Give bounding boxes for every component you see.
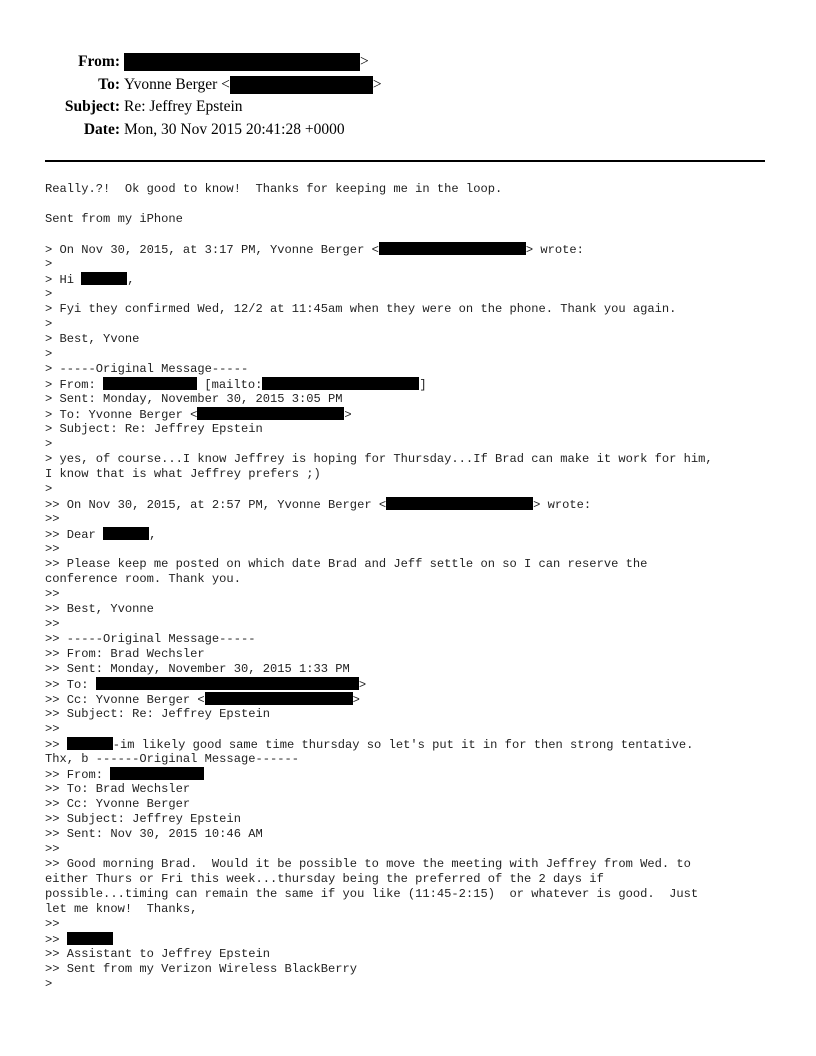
- quoted-line: >> To: >: [45, 678, 367, 692]
- quoted-line: >: [45, 317, 53, 331]
- quoted-line: > Sent: Monday, November 30, 2015 3:05 PM: [45, 392, 343, 406]
- email-header: [0, 51, 816, 141]
- quoted-line: >> Dear ,: [45, 528, 157, 542]
- quoted-line: > On Nov 30, 2015, at 3:17 PM, Yvonne Berger < > wrote:: [45, 243, 584, 257]
- header-divider: [45, 160, 765, 162]
- redaction-block: [197, 407, 344, 420]
- redaction-block: [262, 377, 419, 390]
- redaction-block: [124, 53, 360, 71]
- quoted-line: > Subject: Re: Jeffrey Epstein: [45, 422, 263, 436]
- quoted-line: > Best, Yvone: [45, 332, 140, 346]
- quoted-line: >>: [45, 842, 60, 856]
- quoted-line: > Hi ,: [45, 273, 135, 287]
- quoted-line: >: [45, 347, 53, 361]
- quoted-line: > yes, of course...I know Jeffrey is hoping for Thursday...If Brad can make it work for him,: [45, 452, 713, 466]
- to-value: Yvonne Berger <: [124, 75, 230, 93]
- to-label: To:: [98, 75, 120, 93]
- subject-value: Re: Jeffrey Epstein: [124, 98, 243, 115]
- email-body: [45, 182, 785, 992]
- quoted-line: I know that is what Jeffrey prefers ;): [45, 467, 321, 481]
- date-value: Mon, 30 Nov 2015 20:41:28 +0000: [124, 120, 345, 138]
- body-line: Sent from my iPhone: [45, 212, 183, 226]
- quoted-line: >: [45, 287, 53, 301]
- quoted-line: >> Cc: Yvonne Berger < >: [45, 693, 360, 707]
- redaction-block: [67, 737, 113, 750]
- quoted-line: >> Assistant to Jeffrey Epstein: [45, 947, 270, 961]
- redaction-block: [103, 527, 149, 540]
- quoted-line: >: [45, 437, 53, 451]
- quoted-line: >: [45, 482, 53, 496]
- redaction-block: [81, 272, 127, 285]
- quoted-line: possible...timing can remain the same if you like (11:45-2:15) or whatever is good. Just: [45, 887, 699, 901]
- quoted-line: >> Cc: Yvonne Berger: [45, 797, 191, 811]
- quoted-line: >>: [45, 512, 60, 526]
- quoted-line: >>: [45, 587, 60, 601]
- subject-label: Subject:: [64, 98, 120, 115]
- close-angle: >: [360, 53, 369, 70]
- quoted-line: >> -----Original Message-----: [45, 632, 256, 646]
- quoted-line: >>: [45, 722, 60, 736]
- quoted-line: >> From:: [45, 767, 785, 782]
- from-row: [0, 51, 816, 74]
- quoted-line: let me know! Thanks,: [45, 902, 198, 916]
- quoted-line: >> Subject: Re: Jeffrey Epstein: [45, 707, 270, 721]
- quoted-line: > From: [mailto: ]: [45, 378, 427, 392]
- quoted-line: > -----Original Message-----: [45, 362, 249, 376]
- redaction-block: [67, 932, 113, 945]
- quoted-line: >> To: Brad Wechsler: [45, 782, 191, 796]
- date-label: Date:: [83, 120, 120, 138]
- quoted-line: Thx, b ------Original Message------: [45, 752, 300, 766]
- redaction-block: [386, 497, 533, 510]
- close-angle: >: [372, 75, 382, 93]
- redaction-block: [96, 677, 359, 690]
- redaction-block: [110, 767, 204, 780]
- quoted-line: conference room. Thank you.: [45, 572, 241, 586]
- date-row: [0, 119, 816, 142]
- quoted-line: either Thurs or Fri this week...thursday being the preferred of the 2 days if: [45, 872, 604, 886]
- quoted-line: >> Subject: Jeffrey Epstein: [45, 812, 241, 826]
- body-line: Really.?! Ok good to know! Thanks for keeping me in the loop.: [45, 182, 503, 196]
- quoted-line: >> From: Brad Wechsler: [45, 647, 205, 661]
- quoted-line: >> On Nov 30, 2015, at 2:57 PM, Yvonne Berger < > wrote:: [45, 498, 592, 512]
- quoted-line: >>: [45, 917, 60, 931]
- redaction-block: [205, 692, 353, 705]
- quoted-line: >>: [45, 932, 785, 947]
- redaction-block: [230, 76, 373, 94]
- quoted-line: >> Sent: Monday, November 30, 2015 1:33 PM: [45, 662, 350, 676]
- quoted-line: >> Good morning Brad. Would it be possible to move the meeting with Jeffrey from Wed. to: [45, 857, 691, 871]
- quoted-line: > Fyi they confirmed Wed, 12/2 at 11:45am when they were on the phone. Thank you again.: [45, 302, 677, 316]
- subject-row: [0, 96, 816, 119]
- redaction-block: [103, 377, 197, 390]
- to-row: [0, 74, 816, 97]
- quoted-line: >> Sent from my Verizon Wireless BlackBerry: [45, 962, 358, 976]
- quoted-line: > To: Yvonne Berger < >: [45, 408, 352, 422]
- quoted-line: >> Please keep me posted on which date Brad and Jeff settle on so I can reserve the: [45, 557, 648, 571]
- quoted-line: >> -im likely good same time thursday so let's put it in for then strong tentative.: [45, 738, 694, 752]
- quoted-line: >> Sent: Nov 30, 2015 10:46 AM: [45, 827, 263, 841]
- quoted-line: >: [45, 977, 53, 991]
- quoted-line: >>: [45, 617, 60, 631]
- quoted-line: >: [45, 257, 53, 271]
- quoted-line: >> Best, Yvonne: [45, 602, 154, 616]
- quoted-line: >>: [45, 542, 60, 556]
- from-label: From:: [78, 53, 120, 70]
- redaction-block: [379, 242, 526, 255]
